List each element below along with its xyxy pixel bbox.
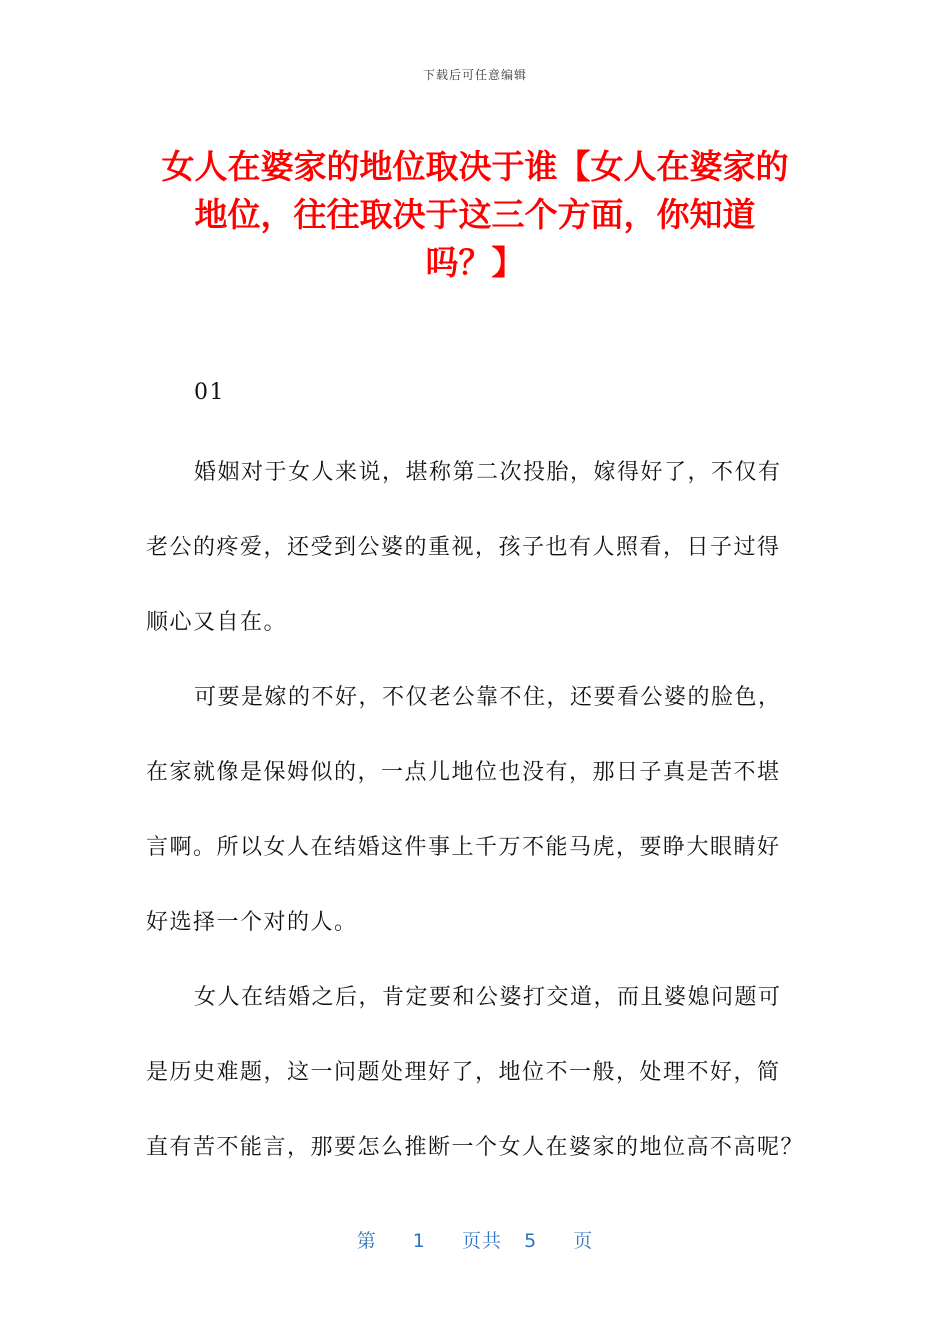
footer-suffix: 页: [573, 1230, 594, 1252]
paragraph-line: 言啊。所以女人在结婚这件事上千万不能马虎，要睁大眼睛好: [146, 835, 781, 860]
footer-prefix: 第: [356, 1230, 377, 1252]
paragraph-line: 在家就像是保姆似的，一点儿地位也没有，那日子真是苦不堪: [146, 760, 781, 785]
footer-middle: 页共: [461, 1230, 502, 1252]
page-footer: [0, 1226, 950, 1253]
footer-total-pages: 5: [524, 1230, 538, 1252]
paragraph-line: 是历史难题，这一问题处理好了，地位不一般，处理不好，简: [146, 1060, 781, 1085]
footer-current-page: 1: [412, 1230, 426, 1252]
paragraph-line: 直有苦不能言，那要怎么推断一个女人在婆家的地位高不高呢？: [146, 1135, 805, 1160]
section-number: 01: [194, 380, 225, 405]
title-line: 吗？】: [425, 243, 525, 282]
document-title: [130, 143, 820, 287]
paragraph-line: 好选择一个对的人。: [146, 910, 358, 935]
paragraph-line: 婚姻对于女人来说，堪称第二次投胎，嫁得好了，不仅有: [194, 460, 782, 485]
paragraph-line: 顺心又自在。: [146, 610, 288, 635]
header-note: 下载后可任意编辑: [422, 68, 527, 82]
title-line: 地位，往往取决于这三个方面，你知道: [194, 195, 756, 234]
paragraph-line: 女人在结婚之后，肯定要和公婆打交道，而且婆媳问题可: [194, 985, 782, 1010]
paragraph-line: 老公的疼爱，还受到公婆的重视，孩子也有人照看，日子过得: [146, 535, 781, 560]
paragraph-line: 可要是嫁的不好，不仅老公靠不住，还要看公婆的脸色，: [194, 685, 782, 710]
title-line: 女人在婆家的地位取决于谁【女人在婆家的: [161, 147, 789, 186]
